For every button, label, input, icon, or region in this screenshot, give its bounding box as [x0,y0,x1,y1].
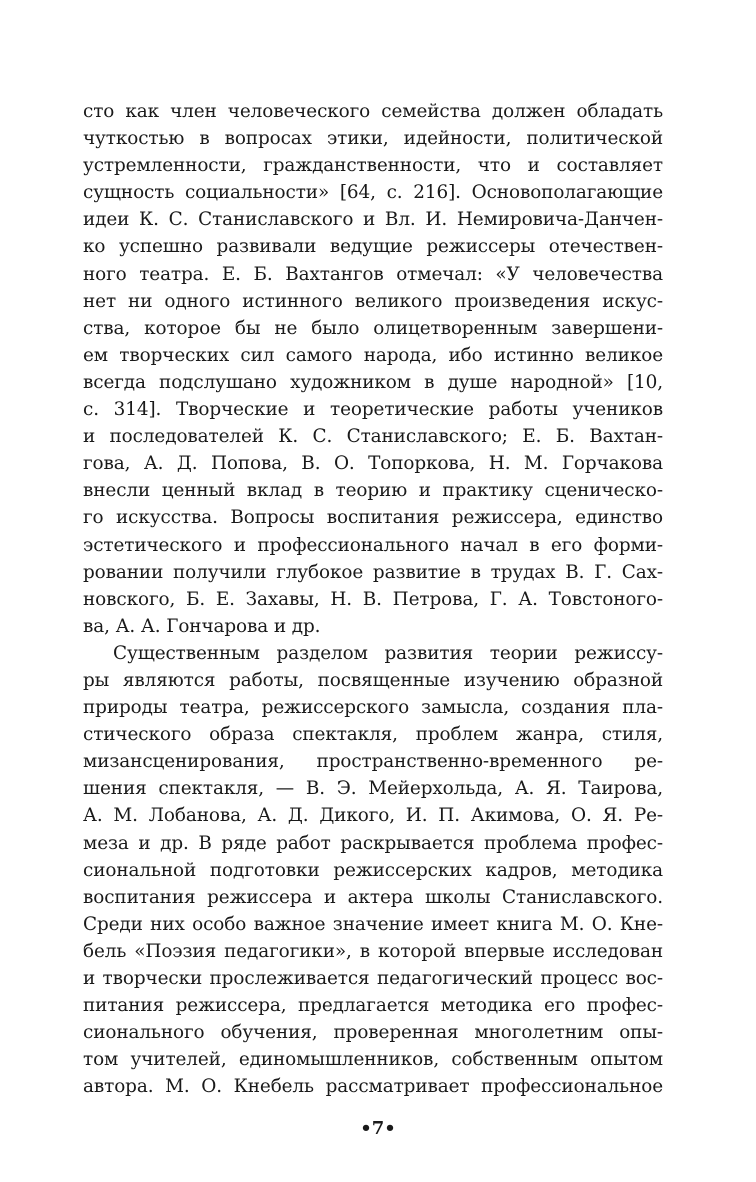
text-line: А. М. Лобанова, А. Д. Дикого, И. П. Акимова, О. Я. Ре- [83,805,663,827]
text-line: сущность социальности» [64, с. 216]. Основополагающие [83,182,663,204]
text-line: всегда подслушано художником в душе народной» [10, [83,371,663,393]
text-line: стического образа спектакля, проблем жанра, стиля, [83,724,663,746]
text-line: сто как член человеческого семейства должен обладать [83,101,663,122]
text-line: новского, Б. Е. Захавы, Н. В. Петрова, Г. А. Товстоного- [83,588,663,610]
text-line: меза и др. В ряде работ раскрывается проблема профес- [83,832,663,854]
text-line: устремленности, гражданственности, что и составляет [83,155,663,177]
paragraph [83,98,663,640]
text-line: нет ни одного истинного великого произведения искус- [83,290,663,312]
text-line: эстетического и профессионального начал в его форми- [83,534,663,556]
text-line: внесли ценный вклад в теорию и практику сценическо- [83,480,663,502]
text-line: питания режиссера, предлагается методика его профес- [83,995,663,1017]
text-line: идеи К. С. Станиславского и Вл. И. Немировича-Данчен- [83,209,663,231]
text-line: природы театра, режиссерского замысла, создания пла- [83,697,663,719]
text-line: гова, А. Д. Попова, В. О. Топоркова, Н. М. Горчакова [83,453,663,475]
page-number: •7• [360,1118,396,1139]
text-line: чуткостью в вопросах этики, идейности, политической [83,128,663,150]
text-line: ем творческих сил самого народа, ибо истинно великое [83,344,663,366]
text-line: сиональной подготовки режиссерских кадров, методика [83,859,663,881]
text-line: мизансценирования, пространственно-временного ре- [83,751,663,773]
text-line: том учителей, единомышленников, собственным опытом [83,1049,663,1071]
text-line: Среди них особо важное значение имеет книга М. О. Кне- [83,913,663,935]
text-line: и последователей К. С. Станиславского; Е. Б. Вахтан- [83,426,663,448]
text-line: ровании получили глубокое развитие в трудах В. Г. Сах- [83,561,663,583]
text-line: ства, которое бы не было олицетворенным завершени- [83,317,663,339]
text-line: ва, А. А. Гончарова и др. [83,615,321,637]
text-line: ко успешно развивали ведущие режиссеры отечествен- [83,236,663,258]
text-line: воспитания режиссера и актера школы Станиславского. [83,886,663,908]
text-line: ры являются работы, посвященные изучению образной [83,669,663,691]
text-line: Существенным разделом развития теории режиссу- [113,642,663,664]
text-line: ного театра. Е. Б. Вахтангов отмечал: «У человечества [83,263,663,285]
text-line: шения спектакля, — В. Э. Мейерхольда, А. Я. Таирова, [83,778,663,800]
page-text [83,98,663,1100]
text-line: го искусства. Вопросы воспитания режиссера, единство [83,507,663,529]
text-line: с. 314]. Творческие и теоретические работы учеников [83,399,663,421]
text-line: и творчески прослеживается педагогический процесс вос- [83,968,663,989]
text-line: бель «Поэзия педагогики», в которой впервые исследован [83,940,663,962]
text-line: автора. М. О. Кнебель рассматривает профессиональное [83,1076,663,1098]
text-line: сионального обучения, проверенная многолетним опы- [83,1022,663,1044]
paragraph [83,640,663,1101]
